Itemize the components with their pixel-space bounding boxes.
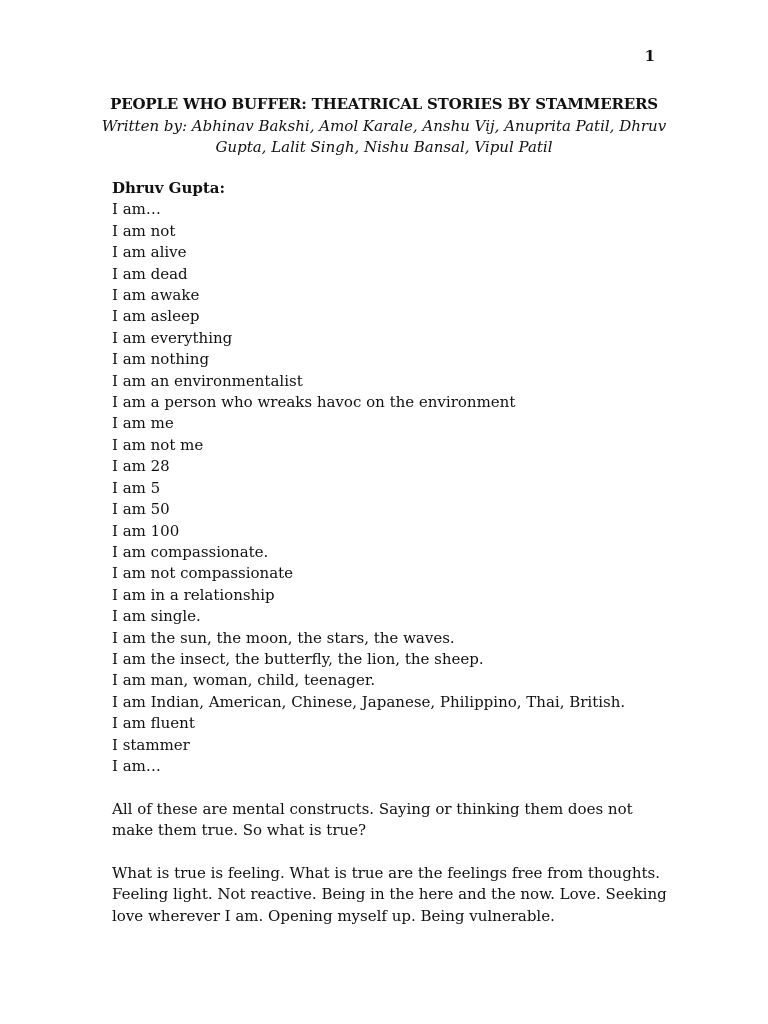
monologue-line: I am not compassionate xyxy=(112,564,294,583)
monologue-line: I am alive xyxy=(112,243,187,262)
monologue-line: I am asleep xyxy=(112,307,200,326)
speaker-name: Dhruv Gupta: xyxy=(112,179,226,197)
monologue-line: I am… xyxy=(112,756,161,775)
monologue-line: I am a person who wreaks havoc on the environment xyxy=(112,393,516,412)
monologue-line: I am 28 xyxy=(112,457,170,476)
monologue-line: I am awake xyxy=(112,286,200,305)
monologue-line: I am the sun, the moon, the stars, the waves. xyxy=(112,628,455,647)
body-paragraph: All of these are mental constructs. Saying or thinking them does not make them true. So what is true? xyxy=(112,799,633,840)
author-list: Written by: Abhinav Bakshi, Amol Karale, Anshu Vij, Anuprita Patil, Dhruv Gupta, Lalit Singh, Nishu Bansal, Vipul Patil xyxy=(101,116,667,156)
monologue-line: I am dead xyxy=(112,264,188,283)
monologue-lines xyxy=(112,199,672,777)
monologue-line: I am… xyxy=(112,200,161,219)
page-number: 1 xyxy=(644,47,655,65)
document-header xyxy=(100,94,668,159)
monologue-line: I am man, woman, child, teenager. xyxy=(112,671,376,690)
monologue-line: I am compassionate. xyxy=(112,542,269,561)
monologue-line: I am the insect, the butterfly, the lion, the sheep. xyxy=(112,649,484,668)
monologue-line: I stammer xyxy=(112,735,190,754)
monologue-line: I am an environmentalist xyxy=(112,371,303,390)
monologue-line: I am single. xyxy=(112,607,201,626)
monologue-line: I am not xyxy=(112,221,176,240)
monologue-line: I am 5 xyxy=(112,478,161,497)
monologue-line: I am everything xyxy=(112,328,233,347)
monologue-line: I am in a relationship xyxy=(112,585,275,604)
body-paragraph: What is true is feeling. What is true are the feelings free from thoughts. Feeling light. Not reactive. Being in the here and the now. Love. Seeking love wherever I am. Opening myself up. Being vulnerable. xyxy=(112,863,667,925)
script-body xyxy=(112,178,672,927)
monologue-line: I am fluent xyxy=(112,714,195,733)
monologue-line: I am nothing xyxy=(112,350,210,369)
monologue-line: I am 100 xyxy=(112,521,180,540)
monologue-line: I am 50 xyxy=(112,500,170,519)
monologue-line: I am Indian, American, Chinese, Japanese, Philippino, Thai, British. xyxy=(112,692,626,711)
monologue-line: I am not me xyxy=(112,435,204,454)
document-title: PEOPLE WHO BUFFER: THEATRICAL STORIES BY STAMMERERS xyxy=(110,95,658,113)
monologue-line: I am me xyxy=(112,414,174,433)
